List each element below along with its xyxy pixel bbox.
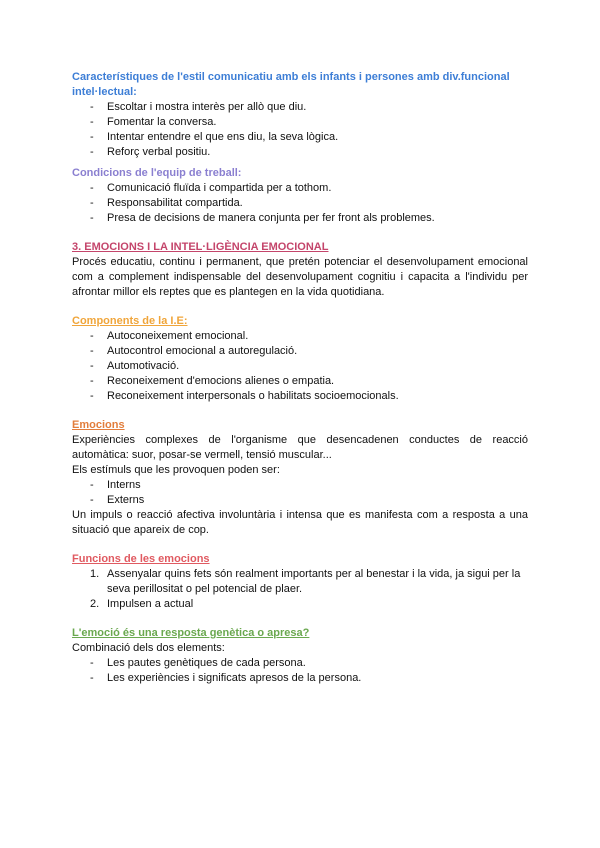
list-number: 2. bbox=[90, 598, 100, 610]
list-equip-treball bbox=[72, 181, 528, 226]
heading-equip-treball: Condicions de l'equip de treball: bbox=[72, 167, 242, 179]
paragraph-impuls: Un impuls o reacció afectiva involuntària i intensa que es manifesta com a resposta a una situació que apareix de cop. bbox=[72, 509, 528, 536]
list-item: - Intentar entendre el que ens diu, la seva lògica. bbox=[72, 130, 528, 145]
list-estil-comunicatiu bbox=[72, 100, 528, 160]
list-item: - Interns bbox=[72, 478, 528, 493]
list-item: - Externs bbox=[72, 493, 528, 508]
list-item: - Fomentar la conversa. bbox=[72, 115, 528, 130]
heading-emocions: Emocions bbox=[72, 419, 125, 431]
list-item: - Les pautes genètiques de cada persona. bbox=[72, 656, 528, 671]
list-funcions-emocions bbox=[72, 567, 528, 612]
list-item-text: Impulsen a actual bbox=[107, 598, 194, 610]
list-item: - Autoconeixement emocional. bbox=[72, 329, 528, 344]
list-item: - Automotivació. bbox=[72, 359, 528, 374]
heading-funcions-emocions: Funcions de les emocions bbox=[72, 553, 210, 565]
paragraph-emocions-definicio: Experiències complexes de l'organisme que desencadenen conductes de reacció automàtica: suor, posar-se vermell, tensió muscular... bbox=[72, 434, 528, 461]
list-item: - Presa de decisions de manera conjunta per fer front als problemes. bbox=[72, 211, 528, 226]
list-item: - Comunicació fluïda i compartida per a tothom. bbox=[72, 181, 528, 196]
heading-emocions-intelligencia: 3. EMOCIONS I LA INTEL·LIGÈNCIA EMOCIONAL bbox=[72, 241, 329, 253]
paragraph-ie-definicio: Procés educatiu, continu i permanent, que pretén potenciar el desenvolupament emocional com a complement indispensable del desenvolupament cognitiu i capacita a l'individu per afrontar millor els reptes que es plantegen en la vida quotidiana. bbox=[72, 256, 528, 298]
list-item: - Escoltar i mostra interès per allò que diu. bbox=[72, 100, 528, 115]
heading-estil-comunicatiu: Característiques de l'estil comunicatiu amb els infants i persones amb div.funcional intel·lectual: bbox=[72, 71, 510, 98]
list-elements bbox=[72, 656, 528, 686]
list-item: - Reconeixement d'emocions alienes o empatia. bbox=[72, 374, 528, 389]
list-item: - Autocontrol emocional a autoregulació. bbox=[72, 344, 528, 359]
list-item bbox=[72, 567, 528, 597]
list-components-ie bbox=[72, 329, 528, 404]
heading-components-ie: Components de la I.E: bbox=[72, 315, 188, 327]
heading-resposta-genetica: L'emoció és una resposta genètica o apresa? bbox=[72, 627, 310, 639]
list-estimuls bbox=[72, 478, 528, 508]
list-item: - Responsabilitat compartida. bbox=[72, 196, 528, 211]
paragraph-estimuls: Els estímuls que les provoquen poden ser: bbox=[72, 464, 280, 476]
list-item: - Les experiències i significats apresos de la persona. bbox=[72, 671, 528, 686]
list-item-text: Assenyalar quins fets són realment importants per al benestar i la vida, ja sigui per la seva perillositat o pel potencial de plaer. bbox=[107, 568, 521, 595]
list-item bbox=[72, 597, 528, 612]
list-item: - Reconeixement interpersonals o habilitats socioemocionals. bbox=[72, 389, 528, 404]
list-item: - Reforç verbal positiu. bbox=[72, 145, 528, 160]
list-number: 1. bbox=[90, 568, 100, 580]
paragraph-combinacio: Combinació dels dos elements: bbox=[72, 642, 225, 654]
document-page bbox=[72, 70, 528, 686]
